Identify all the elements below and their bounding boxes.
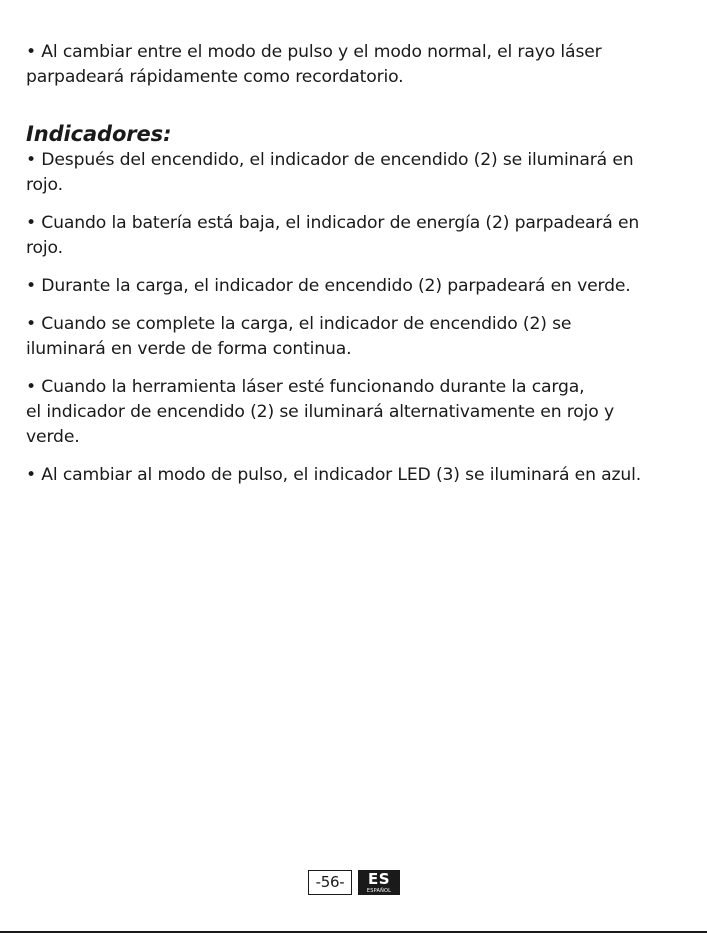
indicator-item-line: • Cuando la batería está baja, el indicador de energía (2) parpadeará en [26, 213, 640, 233]
language-name: ESPAÑOL [366, 888, 392, 894]
intro-line: parpadeará rápidamente como recordatorio. [26, 67, 404, 87]
indicator-item [26, 148, 686, 198]
page-content [26, 40, 686, 488]
indicator-item-line: • Después del encendido, el indicador de encendido (2) se iluminará en [26, 150, 634, 170]
indicator-item [26, 274, 686, 299]
indicator-item-line: • Durante la carga, el indicador de encendido (2) parpadeará en verde. [26, 276, 631, 296]
indicator-item-line: • Al cambiar al modo de pulso, el indicador LED (3) se iluminará en azul. [26, 465, 642, 485]
indicator-item-line: verde. [26, 427, 80, 447]
indicator-item [26, 375, 686, 450]
indicator-item [26, 463, 686, 488]
indicator-item-line: rojo. [26, 238, 63, 258]
indicator-item-line: • Cuando se complete la carga, el indicador de encendido (2) se [26, 314, 572, 334]
indicator-item-line: rojo. [26, 175, 63, 195]
language-code: ES [367, 870, 391, 888]
language-badge [358, 870, 400, 895]
indicator-item [26, 211, 686, 261]
intro-paragraph [26, 40, 686, 90]
page-footer [308, 870, 400, 895]
indicator-item [26, 312, 686, 362]
indicator-item-line: iluminará en verde de forma continua. [26, 339, 352, 359]
intro-line: • Al cambiar entre el modo de pulso y el modo normal, el rayo láser [26, 42, 602, 62]
indicator-item-line: el indicador de encendido (2) se iluminará alternativamente en rojo y [26, 402, 614, 422]
indicator-item-line: • Cuando la herramienta láser esté funcionando durante la carga, [26, 377, 585, 397]
indicators-heading: Indicadores: [26, 122, 172, 146]
page-number: -56- [308, 870, 352, 895]
